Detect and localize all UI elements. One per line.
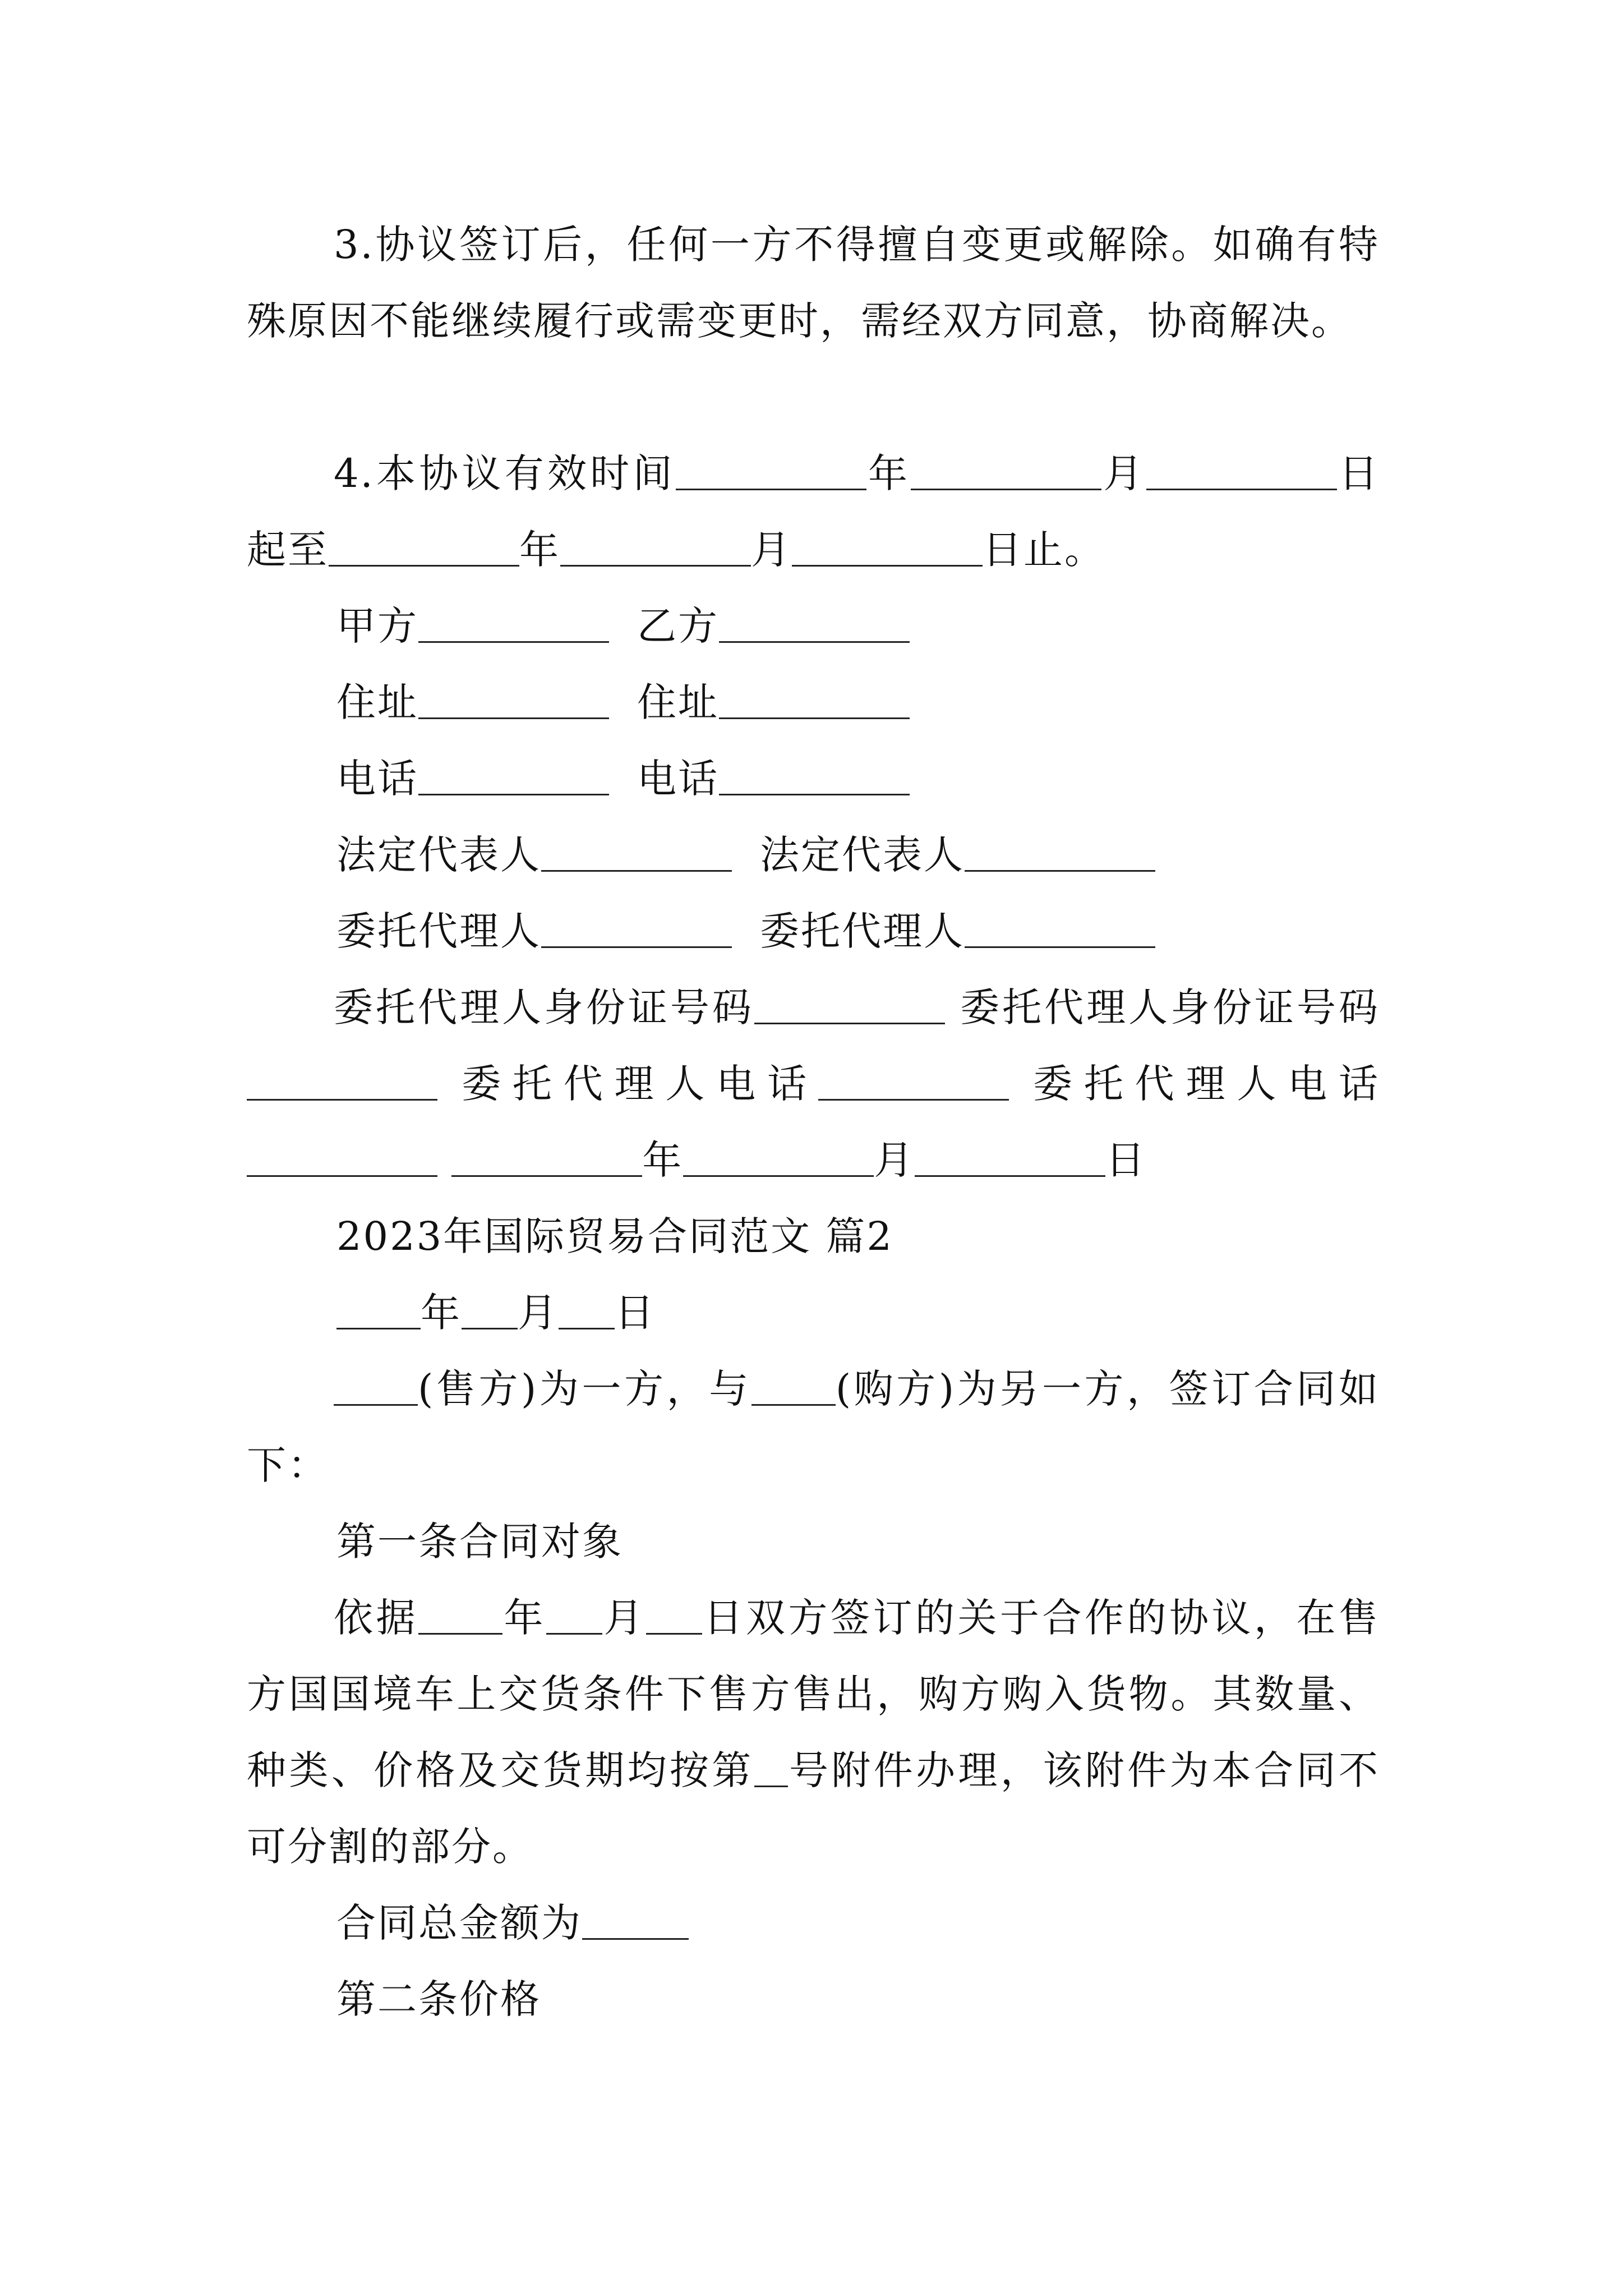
- blank-field[interactable]: [751, 1404, 836, 1406]
- blank-field[interactable]: [336, 1327, 421, 1329]
- agent-a-label: 委托代理人: [336, 908, 541, 954]
- legal-rep-b-label: 法定代表人: [760, 832, 965, 878]
- blank-field[interactable]: [418, 717, 609, 719]
- agent-phone-b-label: 委托代理人电话: [1033, 1061, 1380, 1107]
- blank-field[interactable]: [719, 793, 910, 795]
- party-b-label: 乙方: [637, 603, 719, 649]
- blank-field[interactable]: [247, 1175, 437, 1177]
- day-from-label: 日起至: [247, 450, 1380, 573]
- blank-field[interactable]: [965, 869, 1155, 872]
- article-1-text-c: 号附件办理，该附件为本合同不可分割的部分。: [247, 1747, 1380, 1870]
- legal-rep-a-label: 法定代表人: [336, 832, 541, 878]
- address-row: [336, 664, 1469, 740]
- article-2-title: [336, 1961, 1469, 2037]
- day-label: 日: [1105, 1137, 1147, 1183]
- agent-b-label: 委托代理人: [760, 908, 965, 954]
- blank-field[interactable]: [754, 1785, 788, 1787]
- agent-row: [336, 893, 1469, 969]
- article-1-title: [336, 1503, 1469, 1580]
- agent-id-a-label: 委托代理人身份证号码: [334, 984, 754, 1030]
- year-label: 年: [519, 527, 560, 573]
- article-2-title-text: 第二条价格: [336, 1976, 541, 2022]
- blank-field[interactable]: [719, 717, 910, 719]
- year-label: 年: [421, 1290, 462, 1336]
- phone-b-label: 电话: [637, 756, 719, 802]
- intro-paragraph: [247, 1351, 1380, 1503]
- blank-field[interactable]: [418, 1632, 502, 1635]
- agent-phone-a-label: 委托代理人电话: [462, 1061, 818, 1107]
- blank-field[interactable]: [541, 946, 732, 948]
- year-label: 年: [866, 450, 911, 496]
- agent-details-paragraph: [247, 969, 1380, 1198]
- total-amount-label: 合同总金额为: [336, 1900, 582, 1946]
- blank-field[interactable]: [792, 564, 983, 567]
- buyer-text: (购方)为另一方，签订合同如下：: [247, 1366, 1380, 1488]
- blank-field[interactable]: [541, 869, 732, 872]
- address-a-label: 住址: [336, 679, 418, 725]
- party-name-row: [336, 588, 1469, 664]
- month-label: 月: [874, 1137, 915, 1183]
- clause-4-paragraph: [247, 435, 1380, 588]
- blank-field[interactable]: [334, 1404, 418, 1406]
- blank-field[interactable]: [646, 1632, 702, 1635]
- clause-4-prefix: 4.本协议有效时间: [334, 450, 676, 496]
- seller-text: (售方)为一方，与: [418, 1366, 751, 1412]
- blank-field[interactable]: [719, 641, 910, 643]
- month-label: 月: [602, 1595, 646, 1641]
- day-until-label: 日止。: [983, 527, 1105, 573]
- article-1-title-text: 第一条合同对象: [336, 1519, 623, 1565]
- blank-field[interactable]: [546, 1632, 602, 1635]
- day-label: 日: [615, 1290, 656, 1336]
- blank-field[interactable]: [582, 1938, 689, 1940]
- article-1-paragraph: [247, 1580, 1380, 1885]
- month-label: 月: [1101, 450, 1146, 496]
- month-label: 月: [518, 1290, 559, 1336]
- blank-field[interactable]: [818, 1098, 1009, 1101]
- blank-field[interactable]: [965, 946, 1155, 948]
- article-1-text-a: 依据: [334, 1595, 418, 1641]
- clause-3-text: 3.协议签订后，任何一方不得擅自变更或解除。如确有特殊原因不能继续履行或需变更时，需经双方同意，协商解决。: [247, 222, 1380, 344]
- section-title-text: 2023年国际贸易合同范文 篇2: [336, 1213, 893, 1259]
- blank-field[interactable]: [418, 641, 609, 643]
- date-line: [336, 1274, 1469, 1351]
- blank-field[interactable]: [683, 1175, 874, 1177]
- year-label: 年: [502, 1595, 546, 1641]
- blank-field[interactable]: [560, 564, 751, 567]
- blank-field[interactable]: [462, 1327, 518, 1329]
- address-b-label: 住址: [637, 679, 719, 725]
- blank-field[interactable]: [1146, 488, 1337, 490]
- blank-field[interactable]: [559, 1327, 615, 1329]
- agent-id-b-label: 委托代理人身份证号码: [960, 984, 1380, 1030]
- article-1-text-b: 日双方签订的关于合作的协议，在售方国国境车上交货条件下售方售出，购方购入货物。其数量、种类、价格及交货期均按第: [247, 1595, 1380, 1793]
- blank-field[interactable]: [329, 564, 519, 567]
- blank-field[interactable]: [451, 1175, 642, 1177]
- blank-field[interactable]: [754, 1022, 945, 1024]
- section-title: [336, 1198, 1469, 1274]
- blank-field[interactable]: [247, 1098, 437, 1101]
- clause-3-paragraph: [247, 206, 1380, 359]
- blank-field[interactable]: [915, 1175, 1105, 1177]
- blank-field[interactable]: [418, 793, 609, 795]
- phone-a-label: 电话: [336, 756, 418, 802]
- phone-row: [336, 740, 1469, 817]
- legal-rep-row: [336, 817, 1469, 893]
- total-amount-row: [336, 1885, 1469, 1961]
- party-a-label: 甲方: [336, 603, 418, 649]
- year-label: 年: [642, 1137, 684, 1183]
- blank-field[interactable]: [676, 488, 866, 490]
- month-label: 月: [751, 527, 792, 573]
- blank-field[interactable]: [911, 488, 1101, 490]
